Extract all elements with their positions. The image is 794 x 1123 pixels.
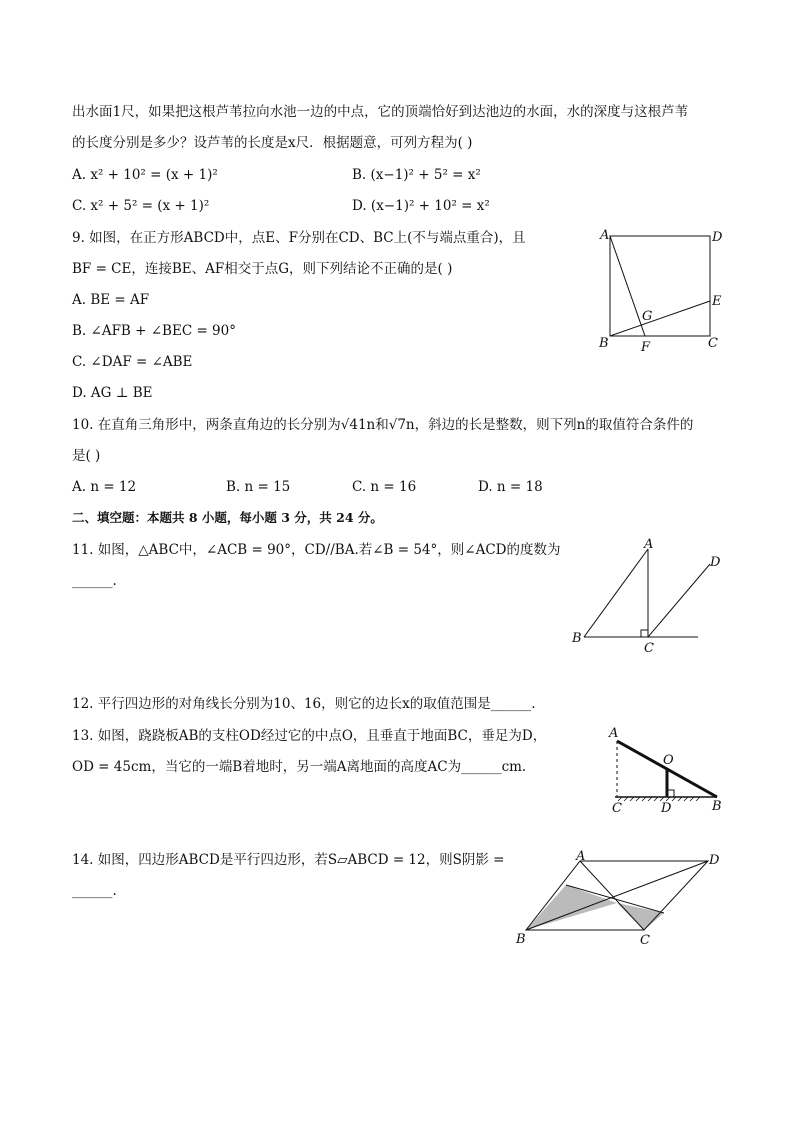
q10-line2: 是( ) [72, 448, 101, 464]
q9-label-c: C [708, 336, 718, 351]
q11-label-d: D [710, 555, 721, 570]
section-heading: 二、填空题：本题共 8 小题，每小题 3 分，共 24 分。 [72, 510, 383, 525]
q9-option-c: C. ∠DAF = ∠ABE [72, 354, 193, 370]
q10-line1: 10. 在直角三角形中，两条直角边的长分别为√41n和√7n，斜边的长是整数，则下列n的取值符合条件的 [72, 417, 694, 433]
q14-parallelogram-figure [508, 850, 728, 950]
q13-label-a: A [609, 726, 619, 741]
q9-option-b: B. ∠AFB + ∠BEC = 90° [72, 323, 236, 339]
q14-label-b: B [516, 932, 526, 947]
q11-label-a: A [644, 537, 654, 552]
q10-option-c: C. n = 16 [352, 479, 417, 495]
q11-triangle-figure [566, 536, 726, 658]
q9-option-d: D. AG ⊥ BE [72, 385, 153, 401]
q9-label-g: G [642, 309, 653, 324]
q11-line1: 11. 如图，△ABC中，∠ACB = 90°，CD//BA.若∠B = 54°，则∠ACD的度数为 [72, 542, 561, 558]
q14-line2: ______. [72, 883, 117, 899]
q11-label-c: C [644, 641, 654, 656]
q8-option-c: C. x² + 5² = (x + 1)² [72, 198, 210, 214]
q9-option-a: A. BE = AF [72, 292, 150, 308]
q9-line2: BF = CE，连接BE、AF相交于点G，则下列结论不正确的是( ) [72, 261, 453, 277]
q9-square-figure [590, 224, 730, 359]
q13-label-d: D [661, 801, 672, 816]
q14-label-d: D [709, 853, 720, 868]
q14-line1: 14. 如图，四边形ABCD是平行四边形，若S▱ABCD = 12，则S阴影 = [72, 852, 505, 868]
q13-label-c: C [612, 801, 622, 816]
q8-option-a: A. x² + 10² = (x + 1)² [72, 167, 218, 183]
q13-label-b: B [712, 799, 722, 814]
q9-label-b: B [599, 336, 609, 351]
q11-label-b: B [572, 631, 582, 646]
q13-label-o: O [663, 753, 674, 768]
q9-label-a: A [600, 228, 610, 243]
q10-option-b: B. n = 15 [226, 479, 291, 495]
q14-label-c: C [640, 933, 650, 948]
q11-line2: ______. [72, 573, 117, 589]
q8-option-d: D. (x−1)² + 10² = x² [352, 198, 490, 214]
q14-label-a: A [576, 850, 586, 864]
q9-label-d: D [712, 230, 723, 245]
q8-line2: 的长度分别是多少？设芦苇的长度是x尺．根据题意，可列方程为( ) [72, 135, 473, 151]
q12-line1: 12. 平行四边形的对角线长分别为10、16，则它的边长x的取值范围是______. [72, 696, 536, 712]
q9-label-f: F [641, 340, 651, 355]
q10-option-a: A. n = 12 [72, 479, 137, 495]
q13-seesaw-figure [600, 724, 730, 818]
q8-line1: 出水面1尺，如果把这根芦苇拉向水池一边的中点，它的顶端恰好到达池边的水面，水的深度与这根芦苇 [72, 104, 689, 120]
q9-line1: 9. 如图，在正方形ABCD中，点E、F分别在CD、BC上(不与端点重合)，且 [72, 230, 526, 246]
q13-line2: OD = 45cm，当它的一端B着地时，另一端A离地面的高度AC为______cm. [72, 759, 527, 775]
q8-option-b: B. (x−1)² + 5² = x² [352, 167, 481, 183]
q9-label-e: E [712, 294, 722, 309]
q10-option-d: D. n = 18 [478, 479, 543, 495]
q13-line1: 13. 如图，跷跷板AB的支柱OD经过它的中点O，且垂直于地面BC，垂足为D， [72, 728, 547, 744]
